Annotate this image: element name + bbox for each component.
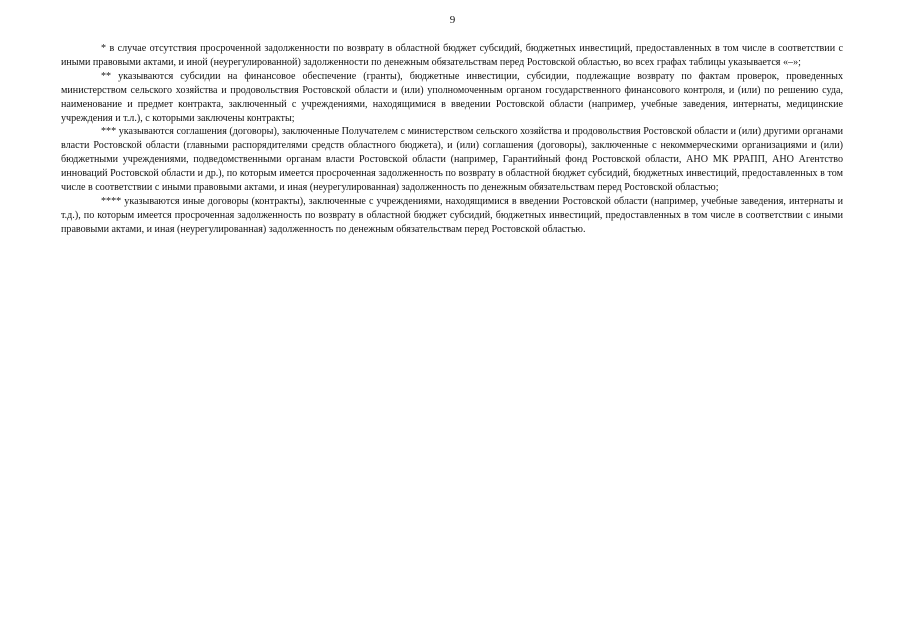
footnotes-block: [61, 42, 843, 237]
page-number: 9: [449, 14, 456, 26]
footnote-2: ** указываются субсидии на финансовое обеспечение (гранты), бюджетные инвестиции, субсидии, подлежащие возврату по фактам проверок, проведенных министерством сельского хозяйства и продовольствия Ростовской области и (или) уполномоченным органом государственного финансового контроля, и (или) по решению суда, наименование и предмет контракта, заключенный с учреждениями, находящимися в введении Ростовской области (например, учебные заведения, интернаты, медицинские учреждения и т.л.), с которыми заключены контракты;: [61, 70, 843, 124]
footnote-4: **** указываются иные договоры (контракты), заключенные с учреждениями, находящимися в введении Ростовской области (например, учебные заведения, интернаты и т.д.), по которым имеется просроченная задолженность по возврату в областной бюджет субсидий, бюджетных инвестиций, предоставленных в том числе в соответствии с иными правовыми актами, и иная (неурегулированная) задолженность по денежным обязательствам перед Ростовской областью.: [61, 195, 843, 235]
footnote-3: *** указываются соглашения (договоры), заключенные Получателем с министерством сельского хозяйства и продовольствия Ростовской области и (или) другими органами власти Ростовской области (главными распорядителями средств областного бюджета), и (или) соглашения (договоры), заключенные с некоммерческими организациями и (или) бюджетными учреждениями, подведомственными органам власти Ростовской области (например, Гарантийный фонд Ростовской области, АНО МК РРАПП, АНО Агентство инноваций Ростовской области и др.), по которым имеется просроченная задолженность по возврату в областной бюджет субсидий, бюджетных инвестиций, предоставленных в том числе в соответствии с иными правовыми актами, и иная (неурегулированная) задолженность по денежным обязательствам перед Ростовской областью;: [61, 126, 843, 194]
footnote-1: * в случае отсутствия просроченной задолженности по возврату в областной бюджет субсидий, бюджетных инвестиций, предоставленных в том числе в соответствии с иными правовыми актами, и иной (неурегулированной) задолженности по денежным обязательствам перед Ростовской областью, во всех графах таблицы указывается «–»;: [61, 43, 843, 68]
